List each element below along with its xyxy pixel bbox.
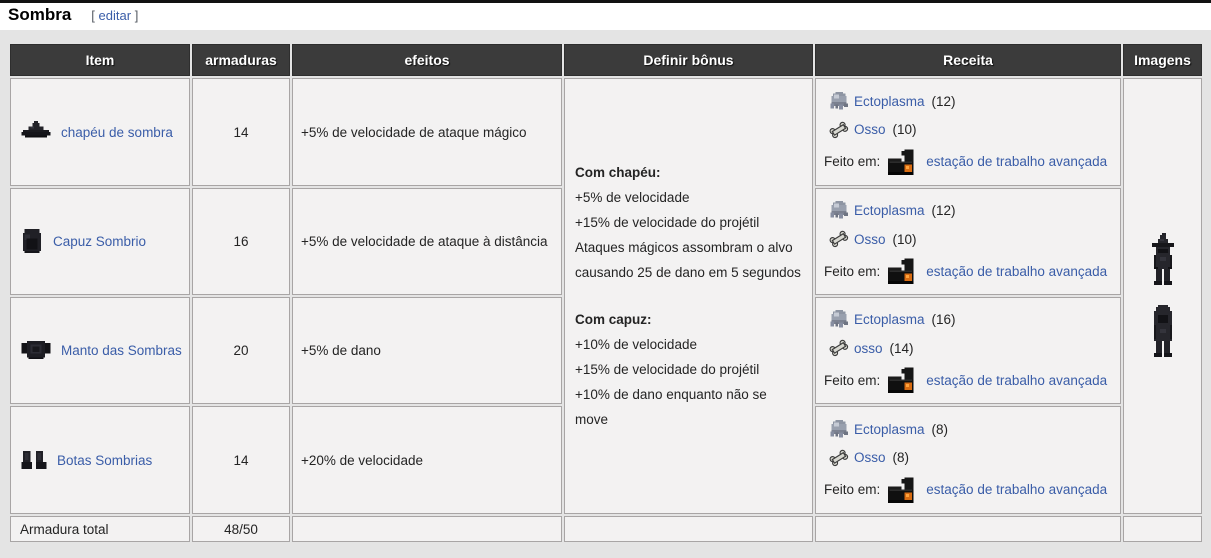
forge-icon[interactable] — [888, 477, 918, 503]
ingredient-qty: (10) — [892, 122, 917, 137]
armor-value: 14 — [192, 406, 290, 514]
empty-cell — [815, 516, 1121, 542]
made-in-label: Feito em: — [824, 372, 881, 388]
header-row — [10, 44, 1202, 76]
ingredient-qty: (12) — [931, 203, 956, 218]
recipe-cell — [815, 78, 1121, 186]
set-bonus-hat-heading: Com chapéu: — [575, 165, 661, 180]
bone-icon[interactable] — [824, 449, 854, 467]
set-bonus-cell — [564, 78, 813, 514]
ectoplasm-icon[interactable] — [824, 310, 854, 329]
shadow-hat-icon[interactable] — [21, 121, 51, 143]
empty-cell — [1123, 516, 1202, 542]
ingredient-link-ectoplasm[interactable]: Ectoplasma — [854, 421, 925, 437]
item-link-shadow-boots[interactable]: Botas Sombrias — [57, 452, 153, 468]
bone-icon[interactable] — [824, 339, 854, 357]
shadow-boots-icon[interactable] — [21, 451, 47, 469]
item-cell — [10, 297, 190, 404]
armor-set-table — [8, 42, 1204, 544]
forge-icon[interactable] — [888, 258, 918, 284]
effect-text: +5% de dano — [292, 297, 562, 404]
ingredient-link-bone[interactable]: osso — [854, 340, 883, 356]
column-header-effects: efeitos — [292, 44, 562, 76]
column-header-item: Item — [10, 44, 190, 76]
item-link-shadow-hood[interactable]: Capuz Sombrio — [53, 234, 147, 249]
column-header-set-bonus: Definir bônus — [564, 44, 813, 76]
empty-cell — [292, 516, 562, 542]
ingredient-link-ectoplasm[interactable]: Ectoplasma — [854, 312, 925, 327]
ingredient-qty: (14) — [889, 340, 914, 356]
station-link[interactable]: estação de trabalho avançada — [926, 482, 1108, 497]
empty-cell — [564, 516, 813, 542]
set-bonus-line: +10% de dano enquanto não se move — [575, 387, 767, 427]
set-bonus-line: causando 25 de dano em 5 segundos — [575, 265, 801, 280]
shadow-hood-icon[interactable] — [21, 229, 43, 255]
images-cell — [1123, 78, 1202, 514]
bone-icon[interactable] — [824, 121, 854, 139]
ingredient-link-ectoplasm[interactable]: Ectoplasma — [854, 203, 925, 218]
table-row — [10, 78, 1202, 186]
item-cell — [10, 188, 190, 295]
set-bonus-line: +5% de velocidade — [575, 190, 690, 205]
station-link[interactable]: estação de trabalho avançada — [926, 263, 1108, 279]
station-link[interactable]: estação de trabalho avançada — [926, 372, 1108, 388]
made-in-label: Feito em: — [824, 263, 881, 279]
edit-bracket-open: [ — [91, 8, 95, 23]
player-with-shadow-hat-sprite — [1150, 233, 1176, 287]
forge-icon[interactable] — [888, 149, 918, 175]
made-in-label: Feito em: — [824, 154, 881, 169]
edit-bracket-close: ] — [134, 8, 139, 23]
station-link[interactable]: estação de trabalho avançada — [926, 154, 1108, 169]
set-bonus-hood-heading: Com capuz: — [575, 312, 652, 327]
item-cell — [10, 406, 190, 514]
set-bonus-line: Ataques mágicos assombram o alvo — [575, 240, 793, 255]
set-bonus-line: +15% de velocidade do projétil — [575, 362, 760, 377]
ingredient-qty: (10) — [892, 231, 917, 247]
effect-text: +5% de velocidade de ataque à distância — [292, 188, 562, 295]
recipe-cell — [815, 406, 1121, 514]
ingredient-qty: (8) — [931, 421, 949, 437]
ingredient-link-bone[interactable]: Osso — [854, 231, 886, 247]
recipe-cell — [815, 297, 1121, 404]
total-armor-value: 48/50 — [192, 516, 290, 542]
column-header-armor: armaduras — [192, 44, 290, 76]
armor-value: 20 — [192, 297, 290, 404]
recipe-cell — [815, 188, 1121, 295]
item-link-shadow-hat[interactable]: chapéu de sombra — [61, 124, 173, 140]
ectoplasm-icon[interactable] — [824, 201, 854, 220]
set-bonus-spacer — [575, 285, 802, 307]
page-title: Sombra — [8, 5, 72, 24]
armor-value: 14 — [192, 78, 290, 186]
section-heading-bar — [0, 3, 1211, 30]
column-header-recipe: Receita — [815, 44, 1121, 76]
ingredient-qty: (8) — [892, 450, 910, 465]
effect-text: +5% de velocidade de ataque mágico — [292, 78, 562, 186]
edit-section — [91, 8, 138, 23]
player-with-shadow-hood-sprite — [1150, 305, 1176, 359]
ingredient-link-bone[interactable]: Osso — [854, 450, 886, 465]
edit-link[interactable]: editar — [98, 8, 132, 23]
column-header-images: Imagens — [1123, 44, 1202, 76]
item-cell — [10, 78, 190, 186]
shadow-mantle-icon[interactable] — [21, 341, 51, 361]
set-bonus-line: +10% de velocidade — [575, 337, 697, 352]
bone-icon[interactable] — [824, 230, 854, 248]
ingredient-qty: (12) — [931, 93, 956, 109]
made-in-label: Feito em: — [824, 482, 881, 497]
total-row — [10, 516, 1202, 542]
ingredient-link-bone[interactable]: Osso — [854, 122, 886, 137]
ectoplasm-icon[interactable] — [824, 92, 854, 111]
total-armor-label: Armadura total — [10, 516, 190, 542]
effect-text: +20% de velocidade — [292, 406, 562, 514]
armor-value: 16 — [192, 188, 290, 295]
set-bonus-line: +15% de velocidade do projétil — [575, 215, 760, 230]
ingredient-link-ectoplasm[interactable]: Ectoplasma — [854, 93, 925, 109]
ingredient-qty: (16) — [931, 312, 956, 327]
ectoplasm-icon[interactable] — [824, 420, 854, 439]
item-link-shadow-mantle[interactable]: Manto das Sombras — [61, 343, 182, 358]
forge-icon[interactable] — [888, 367, 918, 393]
